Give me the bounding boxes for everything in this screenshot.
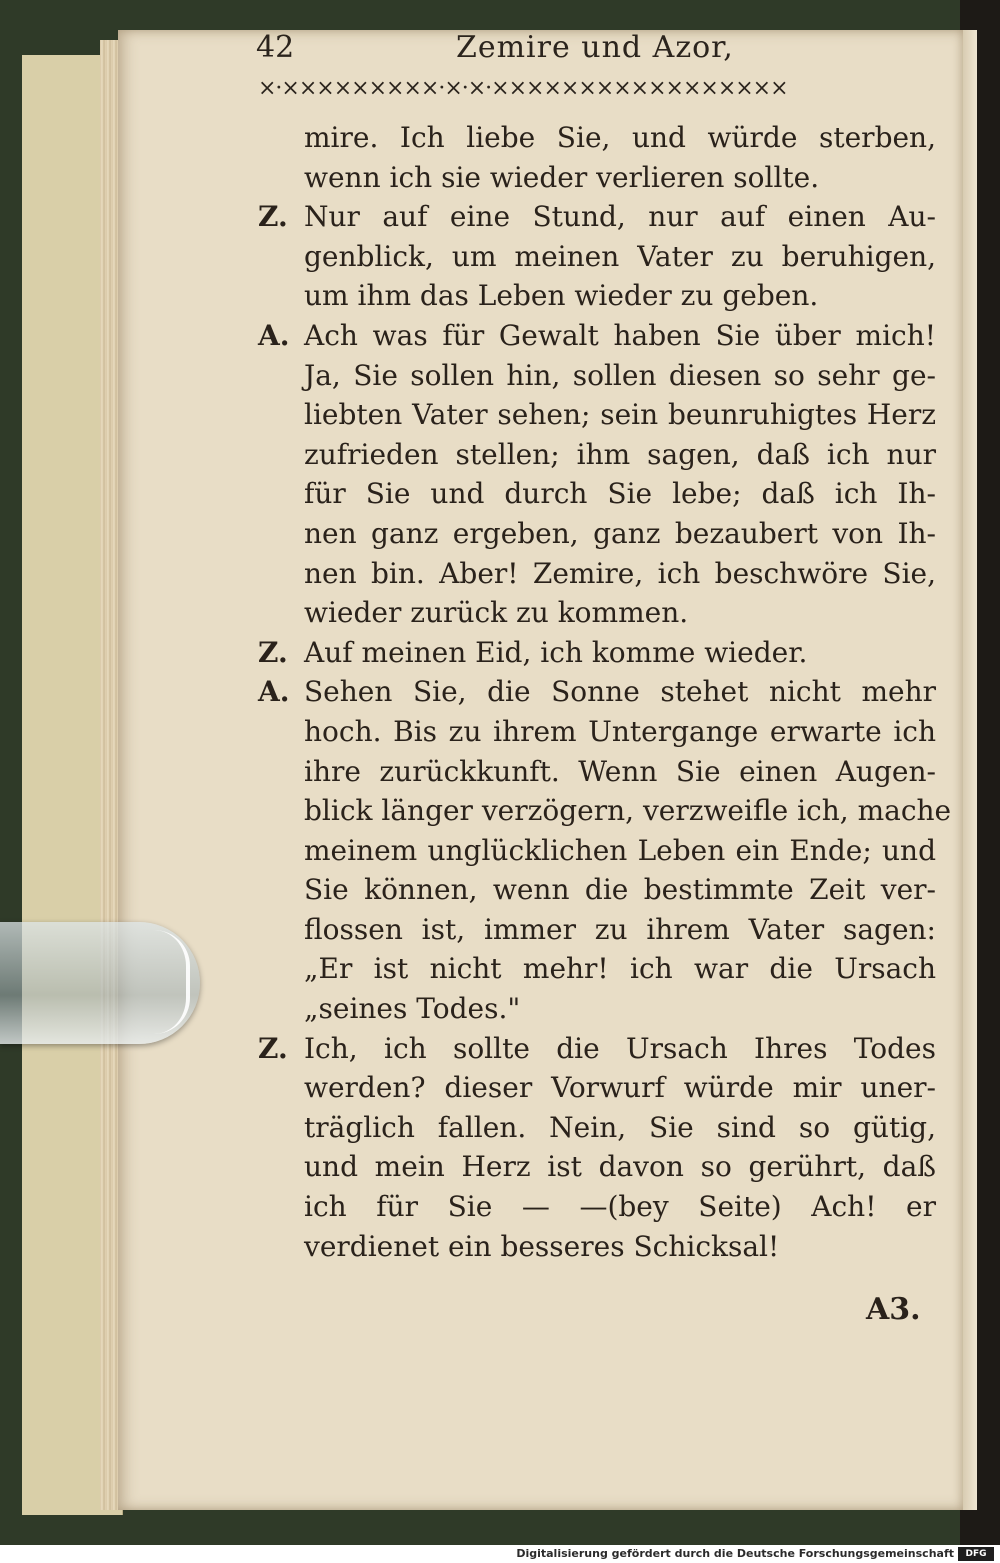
line-text: flossen ist, immer zu ihrem Vater sagen: <box>304 912 936 946</box>
text-line <box>258 752 940 792</box>
line-text: liebten Vater sehen; sein beunruhigtes Herz <box>304 398 936 432</box>
text-line <box>258 435 940 475</box>
text-line <box>258 554 940 594</box>
line-text: meinem unglücklichen Leben ein Ende; und <box>304 833 936 867</box>
text-line <box>258 237 940 277</box>
speaker-label: A. <box>258 675 290 709</box>
line-text: ihre zurückkunft. Wenn Sie einen Augen- <box>304 754 936 788</box>
glass-clamp-shine <box>154 930 190 1034</box>
line-text: Ja, Sie sollen hin, sollen diesen so sehr ge- <box>304 358 936 392</box>
line-text: Nur auf eine Stund, nur auf einen Au- <box>304 200 936 234</box>
line-text: Sehen Sie, die Sonne stehet nicht mehr <box>304 675 936 709</box>
text-line <box>258 1068 940 1108</box>
text-line <box>258 870 940 910</box>
line-text: „Er ist nicht mehr! ich war die Ursach <box>304 952 936 986</box>
text-line <box>258 712 940 752</box>
text-line <box>258 791 952 831</box>
line-text: verdienet ein besseres Schicksal! <box>304 1229 780 1263</box>
text-line <box>258 593 940 633</box>
line-text: mire. Ich liebe Sie, und würde sterben, <box>304 121 936 154</box>
text-line <box>258 316 940 356</box>
line-text: hoch. Bis zu ihrem Untergange erwarte ich <box>304 714 936 748</box>
text-line <box>258 1147 940 1187</box>
line-text: wieder zurück zu kommen. <box>304 596 689 630</box>
text-line <box>258 989 940 1029</box>
text-line <box>258 672 940 712</box>
line-text: „seines Todes." <box>304 992 521 1026</box>
footer-bar <box>0 1545 1000 1563</box>
text-line <box>258 276 940 316</box>
catchword: A3. <box>866 1292 921 1327</box>
page-text <box>258 118 952 1266</box>
line-text: werden? dieser Vorwurf würde mir uner- <box>304 1071 936 1105</box>
page-number: 42 <box>256 30 295 65</box>
text-line <box>258 1227 940 1267</box>
text-line <box>258 1187 940 1227</box>
line-text: zufrieden stellen; ihm sagen, daß ich nur <box>304 437 936 471</box>
line-text: Sie können, wenn die bestimmte Zeit ver- <box>304 873 936 907</box>
page-header <box>256 30 936 70</box>
page-right-edge <box>963 30 977 1510</box>
running-head: Zemire und Azor, <box>456 30 734 65</box>
line-text: genblick, um meinen Vater zu beruhigen, <box>304 239 936 273</box>
speaker-label: Z. <box>258 1031 288 1065</box>
line-text: blick länger verzögern, verzweifle ich, mache <box>304 794 952 828</box>
text-line <box>258 118 940 158</box>
speaker-label: Z. <box>258 635 288 669</box>
line-text: wenn ich sie wieder verlieren sollte. <box>304 160 820 194</box>
ornament-rule: ×·×××××××××·×·×·××××××××××××××××× <box>258 76 788 101</box>
text-line <box>258 949 940 989</box>
line-text: und mein Herz ist davon so gerührt, daß <box>304 1150 936 1184</box>
line-text: Ach was für Gewalt haben Sie über mich! <box>304 318 936 352</box>
text-line <box>258 158 940 198</box>
glass-page-clamp <box>0 922 200 1044</box>
text-line <box>258 395 940 435</box>
line-text: träglich fallen. Nein, Sie sind so gütig, <box>304 1110 936 1144</box>
text-line <box>258 474 940 514</box>
text-line <box>258 514 940 554</box>
text-line <box>258 910 940 950</box>
line-text: für Sie und durch Sie lebe; daß ich Ih- <box>304 477 936 511</box>
text-line <box>258 1108 940 1148</box>
footer-credit: Digitalisierung gefördert durch die Deutsche Forschungsgemeinschaft <box>516 1547 954 1560</box>
speaker-label: Z. <box>258 200 288 234</box>
text-line <box>258 197 940 237</box>
text-line <box>258 633 940 673</box>
line-text: Auf meinen Eid, ich komme wieder. <box>304 635 808 669</box>
dfg-logo: DFG <box>958 1547 994 1561</box>
speaker-label: A. <box>258 318 290 352</box>
text-line <box>258 1029 940 1069</box>
line-text: Ich, ich sollte die Ursach Ihres Todes <box>304 1031 936 1065</box>
line-text: nen ganz ergeben, ganz bezaubert von Ih- <box>304 516 936 550</box>
text-line <box>258 356 940 396</box>
text-line <box>258 831 940 871</box>
line-text: ich für Sie — —(bey Seite) Ach! er <box>304 1190 936 1224</box>
line-text: nen bin. Aber! Zemire, ich beschwöre Sie, <box>304 556 936 590</box>
line-text: um ihm das Leben wieder zu geben. <box>304 279 819 313</box>
